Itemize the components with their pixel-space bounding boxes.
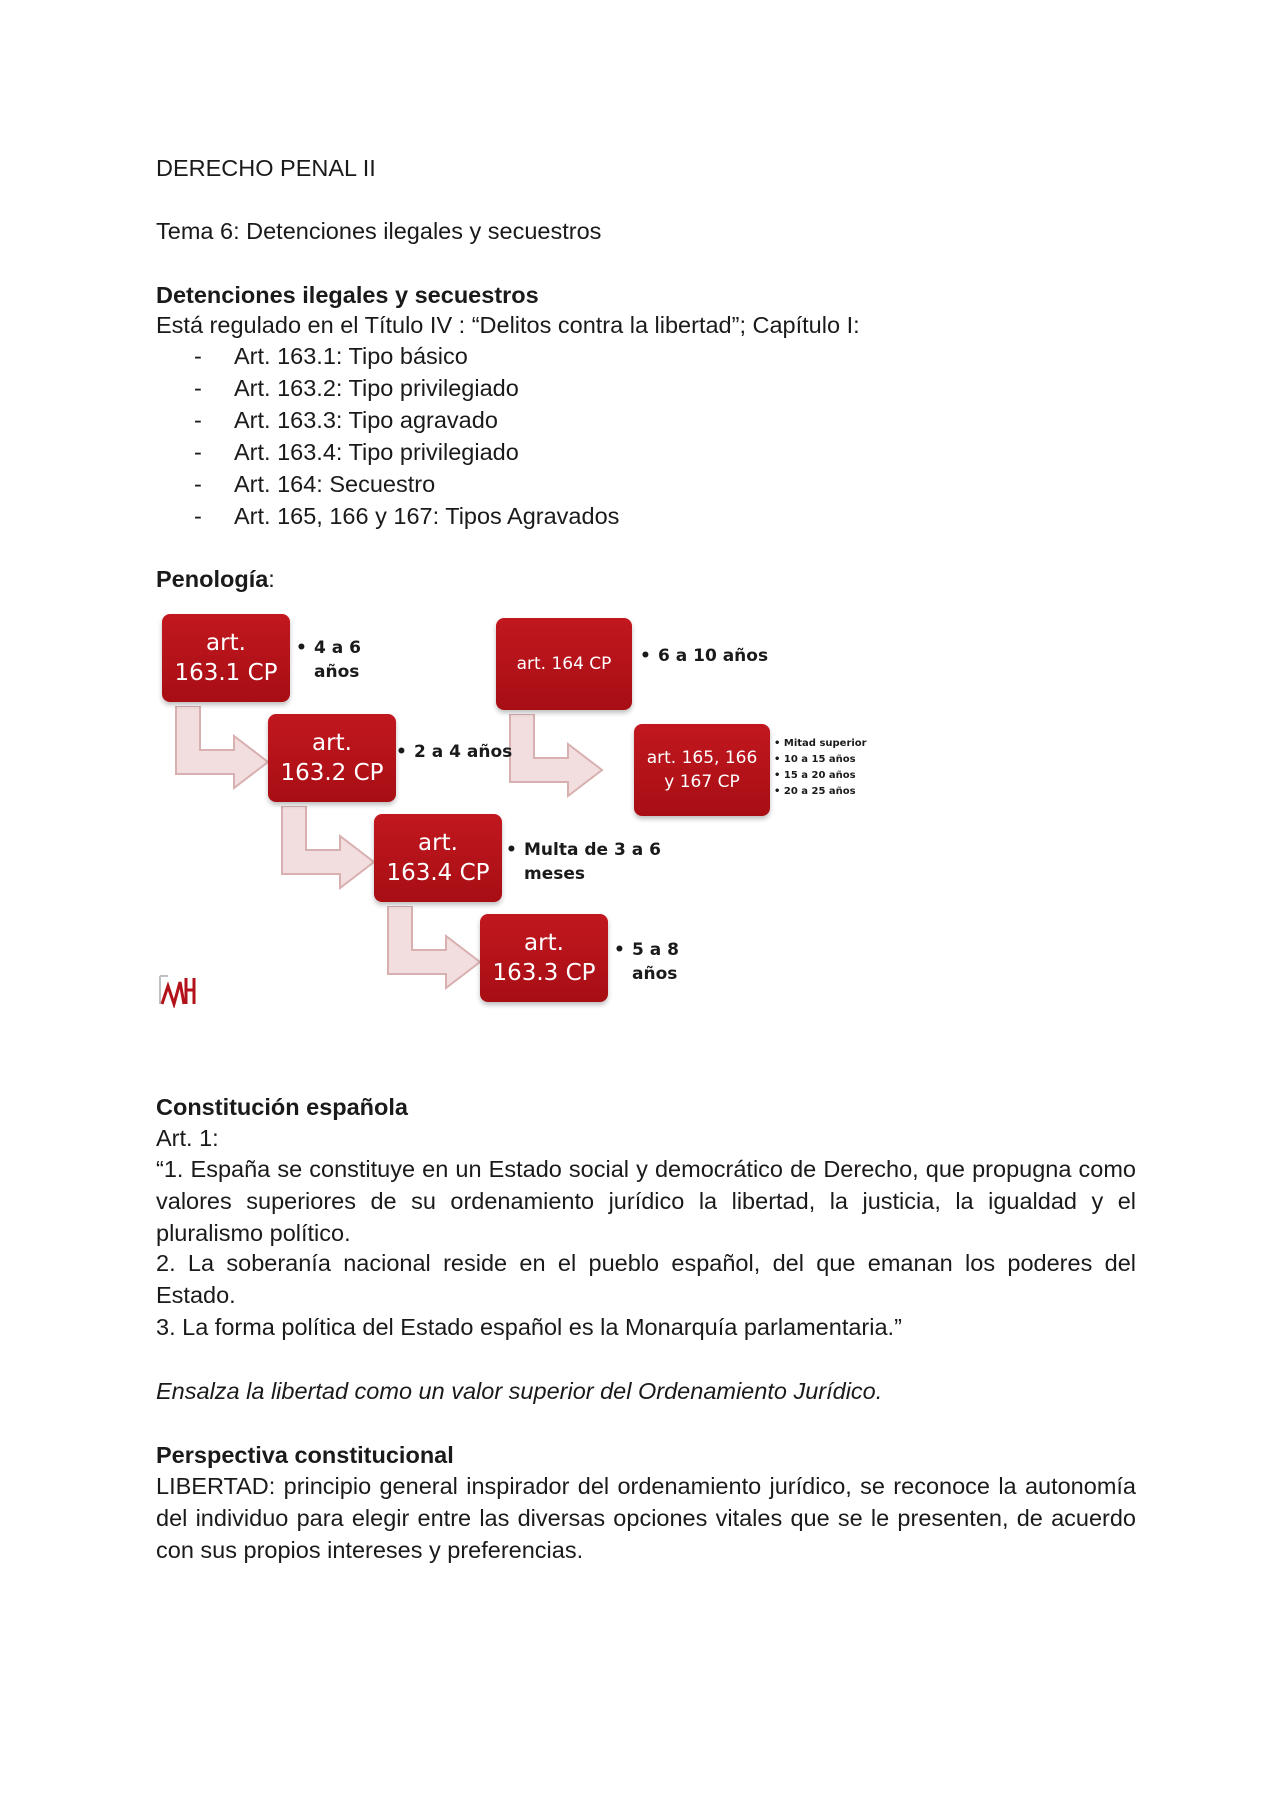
box-art-163-3 <box>480 914 608 1002</box>
note-line: • 15 a 20 años <box>774 770 856 781</box>
box-art-165-166-167 <box>634 724 770 816</box>
box-label: art. 163.2 CP <box>280 730 384 786</box>
arrow-icon <box>384 906 484 990</box>
constitucion-paragraph-1: “1. España se constituye en un Estado social y democrático de Derecho, que propugna como valores superiores de su ordenamiento jurídico la libertad, la justicia, la igualdad y el pluralismo político. <box>156 1156 1136 1246</box>
bullet-icon: • <box>774 738 781 749</box>
note-line: • 10 a 15 años <box>774 754 856 765</box>
note-163-2 <box>396 740 512 764</box>
section-intro: Está regulado en el Título IV : “Delitos contra la libertad”; Capítulo I: <box>156 312 860 338</box>
course-title: DERECHO PENAL II <box>156 155 376 181</box>
bullet-icon: • <box>774 770 781 781</box>
topic-title: Tema 6: Detenciones ilegales y secuestros <box>156 218 602 244</box>
box-art-164 <box>496 618 632 710</box>
list-item <box>156 468 619 500</box>
note-163-1 <box>296 636 361 684</box>
bullet-icon: • <box>640 646 651 666</box>
list-item <box>156 436 619 468</box>
box-art-163-2 <box>268 714 396 802</box>
list-dash: - <box>194 375 202 401</box>
box-label: art. 165, 166 y 167 CP <box>646 748 758 792</box>
note-line: años <box>632 964 678 984</box>
list-dash: - <box>194 439 202 465</box>
list-item-text: Art. 164: Secuestro <box>234 471 436 497</box>
penologia-label: Penología <box>156 566 269 592</box>
penology-diagram <box>150 610 910 1030</box>
list-item-text: Art. 165, 166 y 167: Tipos Agravados <box>234 503 620 529</box>
italic-remark: Ensalza la libertad como un valor superior del Ordenamiento Jurídico. <box>156 1378 883 1404</box>
arrow-icon <box>278 806 378 890</box>
list-item-text: Art. 163.2: Tipo privilegiado <box>234 375 519 401</box>
box-art-163-1 <box>162 614 290 702</box>
list-dash: - <box>194 343 202 369</box>
section-title-perspectiva: Perspectiva constitucional <box>156 1442 454 1468</box>
list-item-text: Art. 163.3: Tipo agravado <box>234 407 498 433</box>
note-line: • 20 a 25 años <box>774 786 856 797</box>
box-art-163-4 <box>374 814 502 902</box>
note-line: • Mitad superior <box>774 738 867 749</box>
list-dash: - <box>194 471 202 497</box>
list-dash: - <box>194 407 202 433</box>
penologia-colon: : <box>268 566 275 592</box>
box-label: art. 163.3 CP <box>492 930 596 986</box>
list-item <box>156 372 619 404</box>
note-line: 5 a 8 <box>632 940 679 960</box>
note-164 <box>640 644 768 668</box>
constitucion-paragraph-3: 3. La forma política del Estado español es la Monarquía parlamentaria.” <box>156 1314 902 1340</box>
bullet-icon: • <box>774 754 781 765</box>
note-163-4 <box>506 838 661 886</box>
penologia-heading <box>156 563 275 595</box>
box-label: art. 163.1 CP <box>174 630 278 686</box>
bullet-icon: • <box>774 786 781 797</box>
arrow-icon <box>172 706 272 790</box>
note-line: 4 a 6 <box>314 638 361 658</box>
note-line: años <box>314 662 360 682</box>
constitucion-art: Art. 1: <box>156 1125 219 1151</box>
bullet-icon: • <box>506 840 517 860</box>
logo-mark-icon <box>156 970 198 1008</box>
constitucion-paragraph-2: 2. La soberanía nacional reside en el pueblo español, del que emanan los poderes del Estado. <box>156 1250 1136 1308</box>
box-label: art. 164 CP <box>516 654 612 674</box>
articles-list <box>156 340 619 532</box>
note-line: 6 a 10 años <box>658 646 769 666</box>
note-line: meses <box>524 864 586 884</box>
arrow-icon <box>506 714 606 798</box>
section-title-constitucion: Constitución española <box>156 1094 408 1120</box>
bullet-icon: • <box>296 638 307 658</box>
list-item <box>156 500 619 532</box>
list-item-text: Art. 163.1: Tipo básico <box>234 343 468 369</box>
perspectiva-paragraph: LIBERTAD: principio general inspirador del ordenamiento jurídico, se reconoce la autonomía del individuo para elegir entre las diversas opciones vitales que se le presenten, de acuerdo con sus propios intereses y preferencias. <box>156 1473 1136 1563</box>
list-item <box>156 404 619 436</box>
bullet-icon: • <box>614 940 625 960</box>
section-title-detenciones: Detenciones ilegales y secuestros <box>156 282 539 308</box>
note-163-3 <box>614 938 679 986</box>
note-line: Multa de 3 a 6 <box>524 840 661 860</box>
box-label: art. 163.4 CP <box>386 830 490 886</box>
note-165-166-167 <box>774 736 867 800</box>
bullet-icon: • <box>396 742 407 762</box>
list-dash: - <box>194 503 202 529</box>
note-line: 2 a 4 años <box>414 742 513 762</box>
list-item <box>156 340 619 372</box>
list-item-text: Art. 163.4: Tipo privilegiado <box>234 439 519 465</box>
